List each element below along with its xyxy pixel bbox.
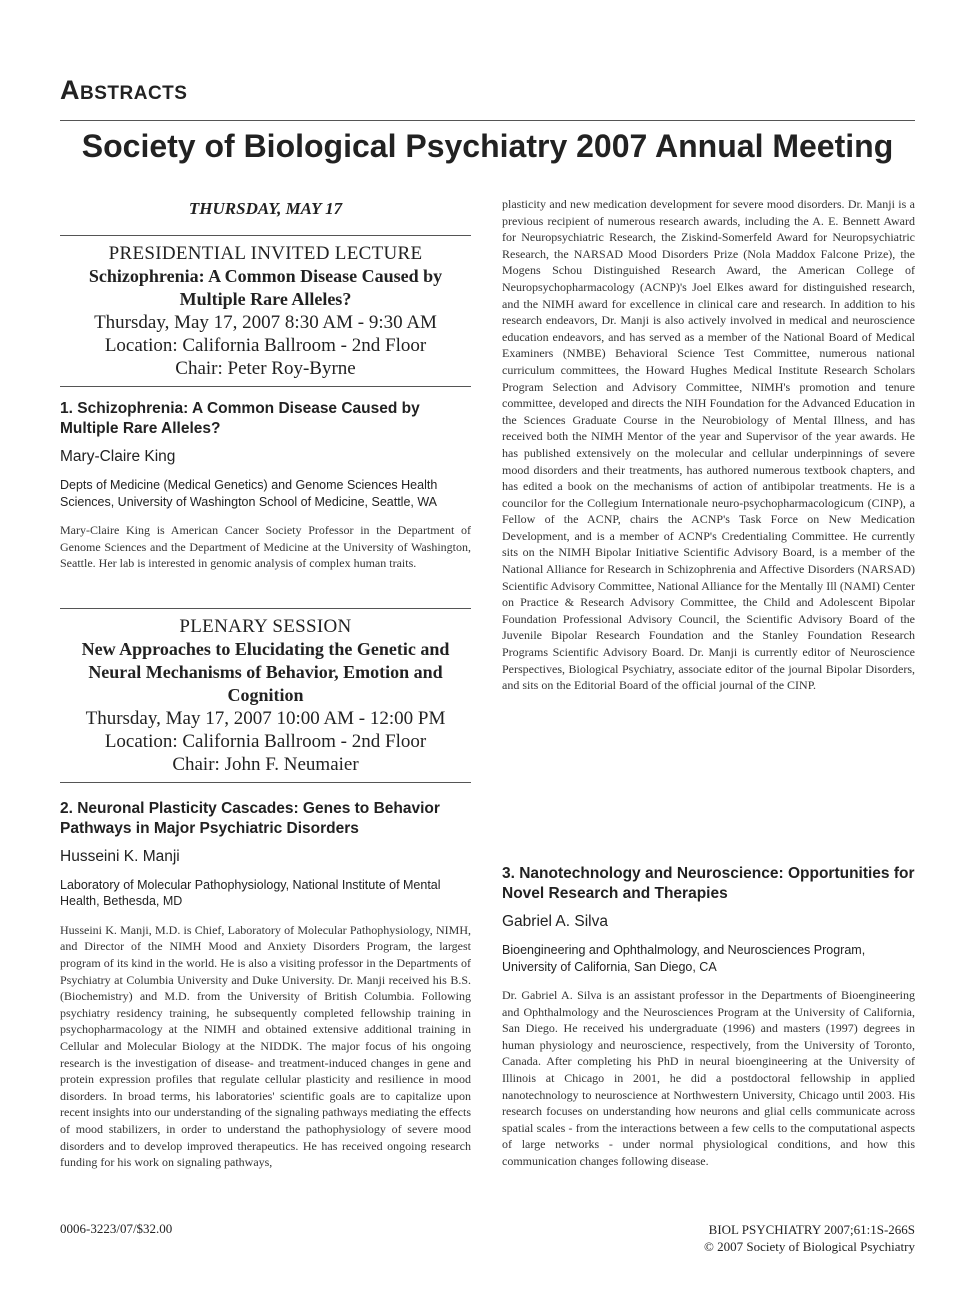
abstract-affiliation: Bioengineering and Ophthalmology, and Neurosciences Program, University of California, San Diego, CA: [502, 943, 866, 974]
session-rule-bottom: [60, 782, 471, 783]
abstract-author: Mary-Claire King: [60, 448, 176, 465]
session-rule-bottom: [60, 386, 471, 387]
session-title: Schizophrenia: A Common Disease Caused by Multiple Rare Alleles?: [88, 266, 443, 309]
section-label: Abstracts: [60, 75, 188, 105]
abstract-author: Gabriel A. Silva: [502, 913, 608, 930]
footer-citation: BIOL PSYCHIATRY 2007;61:1S-266S: [708, 1222, 915, 1237]
abstract-title: 3. Nanotechnology and Neuroscience: Opportunities for Novel Research and Therapies: [502, 865, 915, 902]
abstract-title: 2. Neuronal Plasticity Cascades: Genes to Behavior Pathways in Major Psychiatric Disorders: [60, 799, 440, 837]
abstract-author: Husseini K. Manji: [60, 847, 180, 865]
session-chair: Chair: John F. Neumaier: [172, 753, 359, 775]
abstract-affiliation: Laboratory of Molecular Pathophysiology, National Institute of Mental Health, Bethesda, MD: [60, 877, 441, 909]
abstract-body-continued: plasticity and new medication development for severe mood disorders. Dr. Manji is a previous recipient of numerous research awards, including the A. E. Bennett Award for Neuropsychiatric Research, the Ziskind-Somerfeld Award for Neuropsychiatric Research, the NARSAD Mood Disorders Prize (Nola Maddox Falcone Prize), the Mogens Schou Distinguished Research Award, the American College of Neuropsychopharmacology (ACNP)'s Joel Elkes award for distinguished research, and the NIMH award for excellence in clinical care and research. In addition to his research endeavors, Dr. Manji is also actively involved in medical and neuroscience education endeavors, and has served as a member of the National Board of Medical Examiners (NMBE) Behavioral Science Test Committee, numerous national curriculum committees, the Howard Hughes Medical Institute Research Scholars Program Selection and Advisory Committee, NIMH's promotion and tenure committee, developed and directs the NIH Foundation for the Advanced Education in the Sciences Graduate Course in the Neurobiology of Mental Illness, and has received both the NIMH Mentor of the year and Supervisor of the year awards. He has published extensively on the molecular and cellular underpinnings of severe mood disorders and their treatments, has authored numerous textbook chapters, and has edited a book on the mechanisms of action of antibipolar treatments. He is a councilor for the Collegium Internationale neuro-psychopharmacologicum (CINP), a Fellow of the ACNP, chairs the ACNP's Task Force on New Medication Development, and is a member of ACNP's Credentialing Committee. He currently sits on the NIMH Bipolar Initiative Scientific Advisory Board, is a member of the National Alliance for Research in Schizophrenia and Affective Disorders (NARSAD) Scientific Advisory Committee, National Alliance for the Mentally Ill (NAMI) Center on Practice & Research Advisory Committee, the Child and Adolescent Bipolar Foundation Professional Advisory Council, the Scientific Advisory Board of the Juvenile Bipolar Research Foundation and the Stanley Foundation Research Programs Scientific Advisory Board. Dr. Manji is currently editor of Neuroscience Perspectives, Biological Psychiatry, associate editor of the journal Bipolar Disorders, and sits on the Editorial Board of the official journal of the CINP.: [502, 197, 915, 693]
right-column: [502, 196, 915, 694]
session-type: PRESIDENTIAL INVITED LECTURE: [108, 243, 423, 264]
footer-copyright: © 2007 Society of Biological Psychiatry: [704, 1239, 915, 1254]
abstract-title: 1. Schizophrenia: A Common Disease Caused by Multiple Rare Alleles?: [60, 400, 420, 437]
session-presidential-lecture: [60, 236, 471, 386]
abstract-2: [60, 799, 471, 1171]
header-rule: [60, 120, 915, 121]
session-time: Thursday, May 17, 2007 8:30 AM - 9:30 AM: [94, 312, 437, 333]
session-type: PLENARY SESSION: [179, 615, 352, 637]
footer-citation-block: [704, 1221, 915, 1255]
session-chair: Chair: Peter Roy-Byrne: [175, 358, 356, 379]
abstract-affiliation: Depts of Medicine (Medical Genetics) and Genome Sciences Health Sciences, University of Washington School of Medicine, Seattle, WA: [60, 478, 438, 509]
abstract-body: Mary-Claire King is American Cancer Society Professor in the Department of Genome Sciences and the Department of Medicine at the University of Washington, Seattle. Her lab is interested in genomic analysis of complex human traits.: [60, 523, 471, 571]
day-heading: THURSDAY, MAY 17: [188, 199, 343, 218]
session-location: Location: California Ballroom - 2nd Floor: [104, 730, 427, 752]
session-location: Location: California Ballroom - 2nd Floor: [104, 335, 427, 356]
abstract-body: Husseini K. Manji, M.D. is Chief, Laboratory of Molecular Pathophysiology, NIMH, and Director of the NIMH Mood and Anxiety Disorders Program, the largest program of its kind in the world. He is also a visiting professor in the Departments of Psychiatry at Columbia University and Duke University. Dr. Manji received his B.S. (Biochemistry) and M.D. from the University of British Columbia. Following psychiatry residency training, he subsequently completed fellowship training in psychopharmacology at the NIMH and obtained extensive additional training in Cellular and Molecular Biology at the NIDDK. The major focus of his ongoing research is the investigation of disease- and treatment-induced changes in gene and protein expression profiles that regulate cellular plasticity and resilience in mood disorders. In broad terms, his laboratories' scientific goals are to capitalize upon recent insights into our understanding of the signaling pathways mediating the effects of mood stabilizers, in order to understand the pathophysiology of severe mood disorders and to develop improved therapeutics. He has received ongoing research funding for his work on signaling pathways,: [60, 922, 471, 1170]
footer-issn-price: 0006-3223/07/$32.00: [60, 1221, 173, 1236]
abstract-body: Dr. Gabriel A. Silva is an assistant professor in the Departments of Bioengineering and Ophthalmology and the Neurosciences Program at the University of California, San Diego. He received his undergraduate (1996) and masters (1997) degrees in human physiology and neuroscience, respectively, from the University of Toronto, Canada. After completing his PhD in neural bioengineering at the University of Illinois at Chicago in 2001, he did a postdoctoral fellowship in applied nanotechnology to neuroscience at Northwestern University, Chicago until 2003. His research focuses on understanding how neurons and glial cells communicate across spatial scales - from the interactions between a few cells to the computational aspects of large networks - under normal physiological conditions, and how this communication changes following disease.: [502, 988, 915, 1168]
session-title: New Approaches to Elucidating the Genetic and Neural Mechanisms of Behavior, Emotion and Cognition: [81, 638, 450, 705]
left-column: [60, 196, 471, 1171]
journal-title: Society of Biological Psychiatry 2007 Annual Meeting: [81, 128, 894, 164]
abstract-3: [502, 864, 915, 1170]
abstract-1: [60, 399, 471, 572]
session-plenary: [60, 609, 471, 782]
session-time: Thursday, May 17, 2007 10:00 AM - 12:00 PM: [85, 707, 446, 729]
